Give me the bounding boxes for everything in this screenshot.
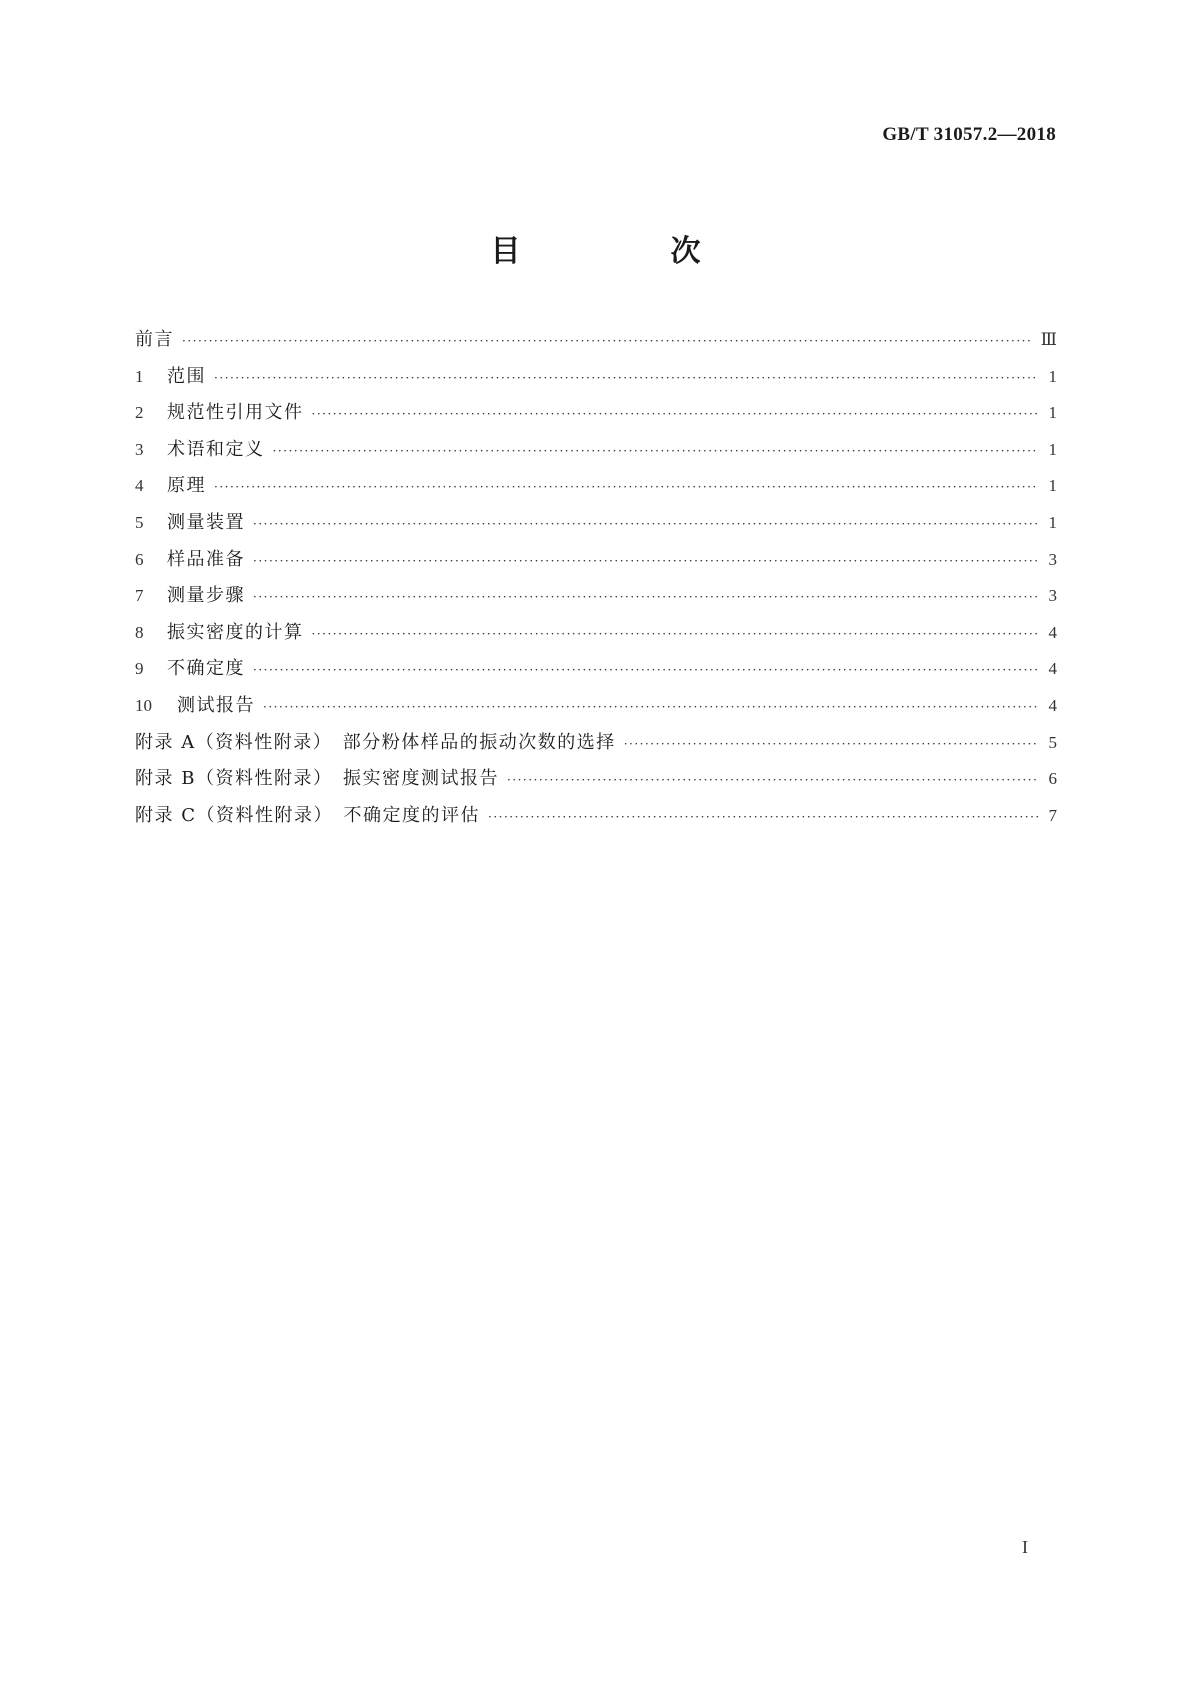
- toc-entry-number: 9: [135, 659, 144, 679]
- toc-entry-number: 7: [135, 586, 144, 606]
- page-number: I: [1022, 1537, 1028, 1557]
- toc-entry-page: 1: [1048, 403, 1057, 423]
- toc-entry-annex-b[interactable]: [135, 761, 1057, 798]
- toc-entry-label: 规范性引用文件: [167, 402, 304, 424]
- dot-leader: [253, 652, 1039, 689]
- toc-entry-number: 1: [135, 366, 144, 386]
- toc-entry-6[interactable]: [135, 542, 1057, 579]
- dot-leader: [182, 323, 1033, 360]
- dot-leader: [253, 543, 1039, 580]
- toc-entry-page: 5: [1048, 732, 1057, 752]
- toc-entry-page: Ⅲ: [1040, 330, 1057, 349]
- toc-entry-label: 样品准备: [167, 548, 245, 570]
- toc-entry-5[interactable]: [135, 505, 1057, 542]
- toc-entry-number: 5: [135, 512, 144, 532]
- toc-entry-number: 10: [135, 695, 152, 715]
- toc-entry-label: 附录 C（资料性附录） 不确定度的评估: [135, 804, 480, 826]
- toc-entry-annex-a[interactable]: [135, 725, 1057, 762]
- toc-entry-page: 4: [1048, 695, 1057, 715]
- toc-entry-label: 振实密度的计算: [167, 621, 304, 643]
- toc-entry-page: 6: [1048, 769, 1057, 789]
- toc-entry-label: 测量步骤: [167, 585, 245, 607]
- toc-entry-label: 不确定度: [167, 658, 245, 680]
- table-of-contents: [135, 322, 1057, 834]
- toc-entry-page: 3: [1048, 549, 1057, 569]
- toc-entry-label: 测试报告: [177, 694, 255, 716]
- toc-entry-page: 1: [1048, 439, 1057, 459]
- toc-entry-page: 4: [1048, 659, 1057, 679]
- toc-entry-4[interactable]: [135, 468, 1057, 505]
- dot-leader: [488, 799, 1039, 836]
- toc-entry-number: 6: [135, 549, 144, 569]
- toc-entry-page: 3: [1048, 586, 1057, 606]
- toc-entry-number: 8: [135, 622, 144, 642]
- dot-leader: [253, 579, 1039, 616]
- dot-leader: [312, 616, 1040, 653]
- toc-entry-page: 1: [1048, 512, 1057, 532]
- toc-entry-label: 附录 B（资料性附录） 振实密度测试报告: [135, 768, 499, 790]
- toc-entry-label: 前言: [135, 329, 174, 350]
- dot-leader: [253, 506, 1039, 543]
- toc-entry-label: 范围: [167, 365, 206, 387]
- toc-entry-3[interactable]: [135, 432, 1057, 469]
- dot-leader: [263, 689, 1039, 726]
- dot-leader: [507, 762, 1039, 799]
- toc-entry-page: 7: [1048, 805, 1057, 825]
- dot-leader: [214, 469, 1039, 506]
- toc-entry-page: 4: [1048, 622, 1057, 642]
- standard-code: GB/T 31057.2—2018: [882, 124, 1056, 145]
- toc-entry-annex-c[interactable]: [135, 798, 1057, 835]
- toc-entry-foreword[interactable]: [135, 322, 1057, 359]
- dot-leader: [273, 433, 1040, 470]
- toc-entry-label: 术语和定义: [167, 438, 265, 460]
- toc-entry-label: 测量装置: [167, 511, 245, 533]
- toc-entry-number: 3: [135, 439, 144, 459]
- toc-entry-page: 1: [1048, 476, 1057, 496]
- dot-leader: [624, 726, 1039, 763]
- toc-entry-number: 2: [135, 403, 144, 423]
- toc-entry-10[interactable]: [135, 688, 1057, 725]
- toc-title: 目 次: [490, 234, 761, 269]
- toc-entry-7[interactable]: [135, 578, 1057, 615]
- toc-entry-2[interactable]: [135, 395, 1057, 432]
- dot-leader: [312, 396, 1040, 433]
- toc-entry-label: 附录 A（资料性附录） 部分粉体样品的振动次数的选择: [135, 731, 616, 753]
- dot-leader: [214, 360, 1039, 397]
- toc-entry-8[interactable]: [135, 615, 1057, 652]
- toc-entry-1[interactable]: [135, 359, 1057, 396]
- toc-entry-page: 1: [1048, 366, 1057, 386]
- toc-entry-label: 原理: [167, 475, 206, 497]
- toc-entry-9[interactable]: [135, 651, 1057, 688]
- toc-entry-number: 4: [135, 476, 144, 496]
